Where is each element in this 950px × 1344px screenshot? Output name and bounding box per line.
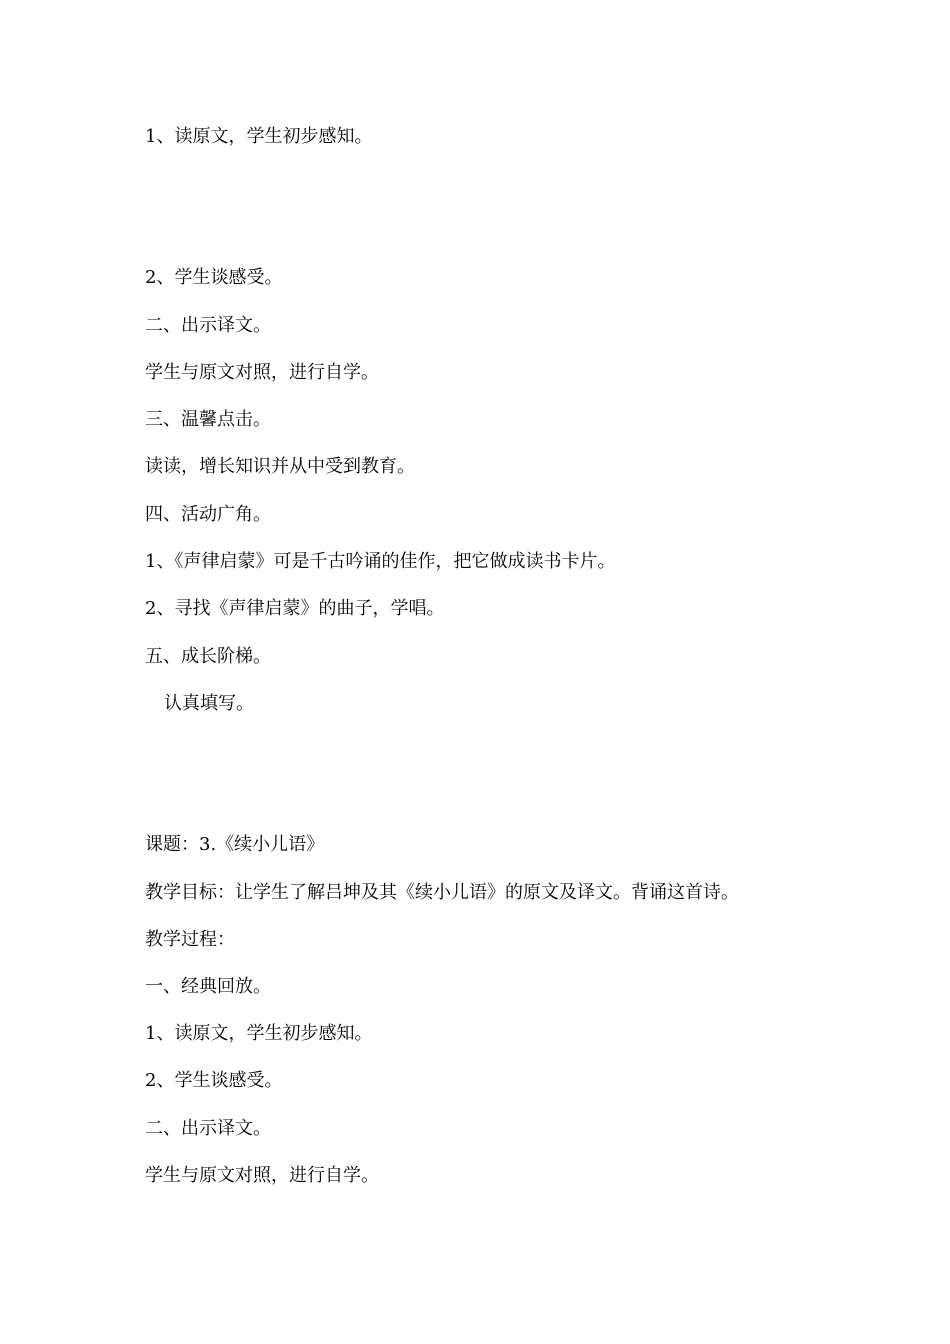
text-line: 1、《声律启蒙》可是千古吟诵的佳作，把它做成读书卡片。 [145, 551, 616, 572]
section-heading: 二、出示译文。 [145, 315, 271, 336]
text-line: 2、寻找《声律启蒙》的曲子，学唱。 [145, 598, 445, 619]
section-heading: 教学过程： [145, 929, 235, 950]
text-line: 学生与原文对照，进行自学。 [145, 362, 379, 383]
lesson-title: 课题：3.《续小儿语》 [145, 834, 325, 855]
text-line: 认真填写。 [164, 693, 254, 714]
section-heading: 三、温馨点击。 [145, 409, 271, 430]
section-heading: 二、出示译文。 [145, 1118, 271, 1139]
text-line: 1、读原文，学生初步感知。 [145, 1023, 373, 1044]
text-line: 学生与原文对照，进行自学。 [145, 1165, 379, 1186]
section-heading: 四、活动广角。 [145, 504, 271, 525]
text-line: 2、学生谈感受。 [145, 267, 283, 288]
teaching-goal: 教学目标：让学生了解吕坤及其《续小儿语》的原文及译文。背诵这首诗。 [145, 882, 739, 903]
section-heading: 五、成长阶梯。 [145, 646, 271, 667]
text-line: 读读，增长知识并从中受到教育。 [145, 456, 415, 477]
section-heading: 一、经典回放。 [145, 976, 271, 997]
text-line: 1、读原文，学生初步感知。 [145, 126, 373, 147]
text-line: 2、学生谈感受。 [145, 1070, 283, 1091]
